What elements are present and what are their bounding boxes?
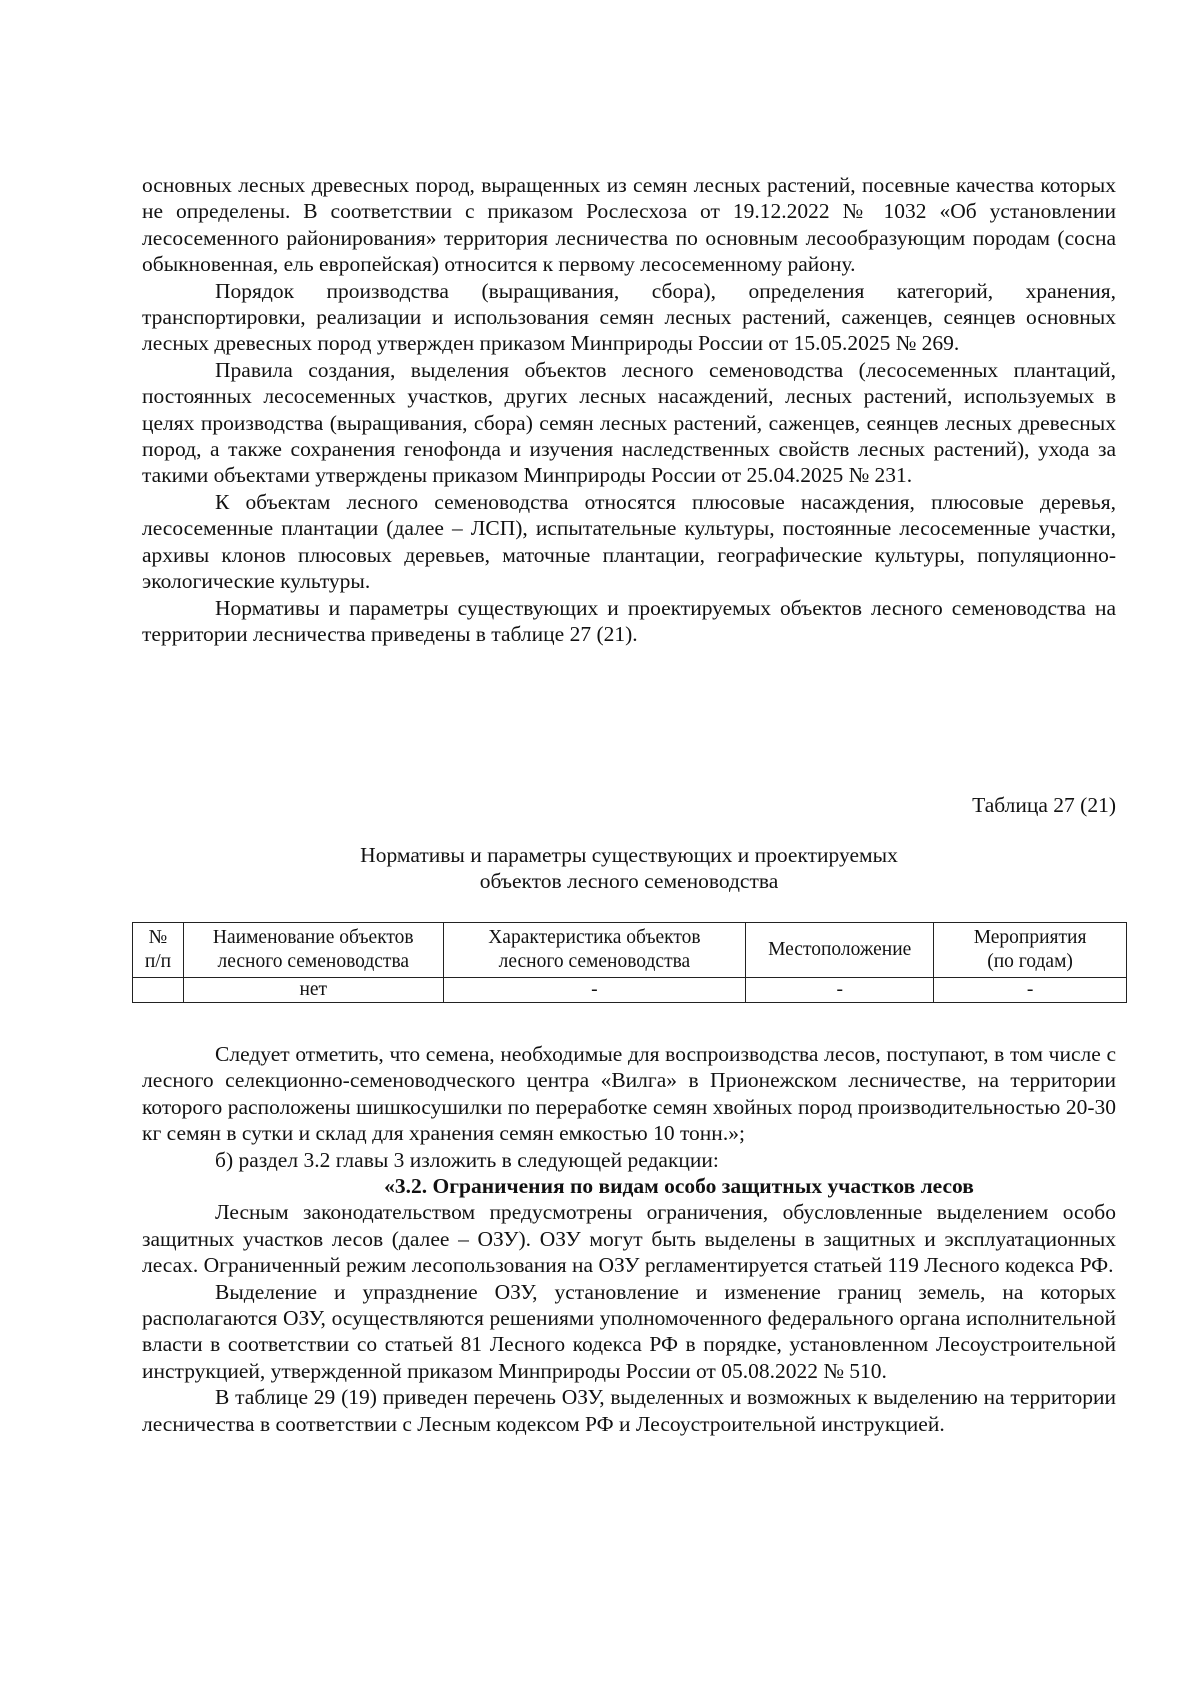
header-number: № п/п (133, 923, 184, 978)
top-text (142, 172, 1116, 647)
table-row (133, 978, 1127, 1003)
header-name: Наименование объектов лесного семеноводства (183, 923, 443, 978)
paragraph: Лесным законодательством предусмотрены ограничения, обусловленные выделением особо защитных участков лесов (далее – ОЗУ). ОЗУ могут быть выделены в защитных и эксплуатационных лесах. Ограниченный режим лесопользования на ОЗУ регламентируется статьей 119 Лесного кодекса РФ. (142, 1200, 1116, 1278)
paragraph: Выделение и упразднение ОЗУ, установление и изменение границ земель, на которых располагаются ОЗУ, осуществляются решениями уполномоченного федерального органа исполнительной власти в соответствии со статьей 81 Лесного кодекса РФ в порядке, установленном Лесоустроительной инструкцией, утвержденной приказом Минприроды России от 05.08.2022 № 510. (142, 1279, 1116, 1383)
cell-number (133, 978, 184, 1003)
cell-location: - (746, 978, 934, 1003)
paragraph: б) раздел 3.2 главы 3 изложить в следующей редакции: (215, 1147, 719, 1172)
paragraph: Нормативы и параметры существующих и проектируемых объектов лесного семеноводства на территории лесничества приведены в таблице 27 (21). (142, 595, 1116, 646)
table-caption: Таблица 27 (21) (972, 793, 1116, 817)
table-title (142, 842, 1116, 895)
header-characteristic: Характеристика объектов лесного семеноводства (443, 923, 746, 978)
seed-objects-table (132, 922, 1127, 1003)
cell-name: нет (183, 978, 443, 1003)
section-heading: «3.2. Ограничения по видам особо защитных участков лесов (384, 1174, 974, 1199)
paragraph: К объектам лесного семеноводства относятся плюсовые насаждения, плюсовые деревья, лесосеменные плантации (далее – ЛСП), испытательные культуры, постоянные лесосеменные участки, архивы клонов плюсовых деревьев, маточные плантации, географические культуры, популяционно-экологические культуры. (142, 489, 1116, 594)
cell-events: - (934, 978, 1127, 1003)
header-events: Мероприятия (по годам) (934, 923, 1127, 978)
paragraph: В таблице 29 (19) приведен перечень ОЗУ, выделенных и возможных к выделению на территории лесничества в соответствии с Лесным кодексом РФ и Лесоустроительной инструкцией. (142, 1385, 1116, 1436)
paragraph: Порядок производства (выращивания, сбора), определения категорий, хранения, транспортировки, реализации и использования семян лесных растений, саженцев, сеянцев основных лесных древесных пород утвержден приказом Минприроды России от 15.05.2025 № 269. (142, 278, 1116, 356)
paragraph: Правила создания, выделения объектов лесного семеноводства (лесосеменных плантаций, постоянных лесосеменных участков, других лесных насаждений, лесных растений, используемых в целях производства (выращивания, сбора) семян лесных растений, саженцев, сеянцев лесных древесных пород, а также сохранения генофонда и изучения наследственных свойств лесных растений), ухода за такими объектами утверждены приказом Минприроды России от 25.04.2025 № 231. (142, 357, 1116, 488)
bottom-text (142, 1041, 1116, 1437)
header-location: Местоположение (746, 923, 934, 978)
table-title-line: Нормативы и параметры существующих и проектируемых (360, 843, 898, 867)
table-title-line: объектов лесного семеноводства (479, 869, 779, 894)
paragraph: основных лесных древесных пород, выращенных из семян лесных растений, посевные качества которых не определены. В соответствии с приказом Рослесхоза от 19.12.2022 № 1032 «Об установлении лесосеменного районирования» территория лесничества по основным лесообразующим породам (сосна обыкновенная, ель европейская) относится к первому лесосеменному району. (142, 173, 1116, 277)
table-header-row (133, 923, 1127, 978)
paragraph: Следует отметить, что семена, необходимые для воспроизводства лесов, поступают, в том числе с лесного селекционно-семеноводческого центра «Вилга» в Прионежском лесничестве, на территории которого расположены шишкосушилки по переработке семян хвойных пород производительностью 20-30 кг семян в сутки и склад для хранения семян емкостью 10 тонн.»; (142, 1042, 1116, 1146)
cell-characteristic: - (443, 978, 746, 1003)
